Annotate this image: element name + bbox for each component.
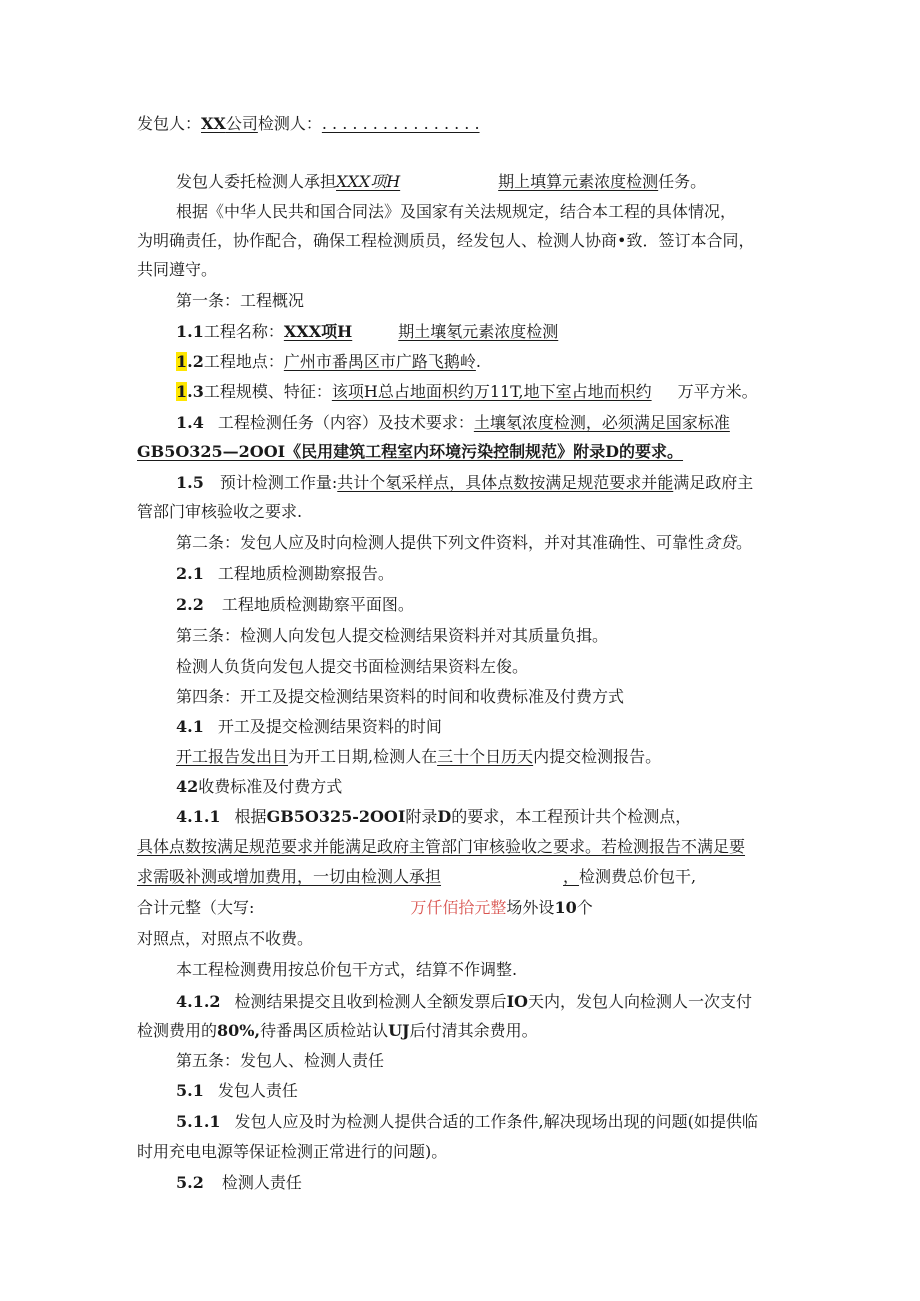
item-5-1-1-line2: 时用充电电源等保证检测正常进行的问题)。: [137, 1142, 448, 1161]
project-value: 期土壤氡元素浓度检测: [398, 322, 559, 341]
item-1-5: [176, 472, 753, 494]
item-1-2: [176, 351, 481, 373]
item-1-3: [176, 381, 758, 403]
payment-text: 检测结果提交且收到检测人全额发票后: [234, 992, 507, 1011]
control-points-unit: 个: [576, 898, 593, 917]
intro-task-line: [176, 171, 706, 193]
item-number: 42: [176, 777, 199, 796]
item-number-highlight: 1: [176, 352, 188, 371]
article-2-title: [176, 532, 752, 554]
schedule-text: 为开工日期,检测人在: [288, 747, 438, 766]
fee-comma: ，: [563, 867, 580, 886]
payment-code: UJ: [388, 1021, 410, 1040]
start-date-term: 开工报告发出日: [176, 747, 289, 766]
control-points-count: 10: [554, 898, 577, 917]
workload-value: 共计个氡采样点，具体点数按满足规范要求并能: [337, 473, 674, 492]
deadline-term: 三十个日历天: [437, 747, 534, 766]
item-number: 5.1.1: [176, 1112, 221, 1131]
item-1-1: [176, 321, 558, 343]
schedule-end: 内提交检测报告。: [533, 747, 662, 766]
article-2-text: 第二条：发包人应及时向检测人提供下列文件资料，并对其准确性、可靠性: [176, 533, 705, 552]
intro-basis-line2: 为明确责任，协作配合，确保工程检测质员，经发包人、检测人协商•致．签订本合同，: [137, 231, 755, 250]
article-4-title: 第四条：开工及提交检测结果资料的时间和收费标准及付费方式: [176, 687, 625, 706]
schedule-line: [176, 746, 661, 768]
item-text: 发包人应及时为检测人提供合适的工作条件,解决现场出现的问题(如提供临: [234, 1112, 758, 1131]
item-number: 1.1: [176, 322, 204, 341]
total-label: 合计元整（大写:: [137, 898, 255, 917]
item-2-2: [176, 594, 414, 616]
client-label: 发包人：: [137, 114, 202, 133]
item-4-1-2: [176, 991, 752, 1013]
item-end: 万平方米。: [677, 382, 758, 401]
standard-code: GB5O325-2OOI: [266, 807, 406, 826]
item-number: 4.1.2: [176, 992, 221, 1011]
fee-text: 根据: [234, 807, 267, 826]
item-number: 5.2: [176, 1173, 204, 1192]
item-text: 收费标准及付费方式: [198, 777, 343, 796]
item-4-1: [176, 716, 442, 738]
item-label: 预计检测工作量:: [219, 473, 338, 492]
item-4-1-1-line2: 具体点数按满足规范要求并能满足政府主管部门审核验收之要求。若检测报告不满足要: [137, 837, 746, 856]
item-4-1-1-line6: 本工程检测费用按总价包干方式，结算不作调整.: [176, 960, 518, 979]
intro-task-text: 发包人委托检测人承担: [176, 172, 337, 191]
article-1-title: 第一条：工程概况: [176, 291, 305, 310]
item-text: 工程地质检测勘察报告。: [217, 564, 394, 583]
item-text: 开工及提交检测结果资料的时间: [217, 717, 442, 736]
project-name: XXX项H: [283, 322, 353, 341]
item-end: .: [475, 352, 481, 371]
item-4-1-1-line4: [137, 897, 593, 919]
control-points-text: 场外设: [506, 898, 555, 917]
project-name: XXX项H: [336, 172, 401, 191]
task-name: 期上填算元素浓度检测: [498, 172, 659, 191]
article-3-text: 检测人负货向发包人提交书面检测结果资料左俊。: [176, 657, 529, 676]
item-1-5-line2: 管部门审核验收之要求.: [137, 502, 303, 521]
fee-condition: 求需吸补测或增加费用，一切由检测人承担: [137, 867, 442, 886]
item-number: .3: [187, 382, 204, 401]
intro-basis-line3: 共同遵守。: [137, 260, 218, 279]
item-5-1-1: [176, 1111, 758, 1133]
project-scale: 该项H总占地面枳约万11T,地下室占地而枳约: [331, 382, 652, 401]
item-label: 工程名称：: [203, 322, 284, 341]
item-text: 检测人责任: [221, 1173, 302, 1192]
client-suffix: 公司: [225, 114, 258, 133]
item-4-1-1: [176, 806, 691, 828]
fee-text: 的要求，本工程预计共个检测点，: [451, 807, 692, 826]
site-location: 广州市番禺区市广路飞鹅岭: [283, 352, 476, 371]
item-text: 发包人责任: [217, 1081, 298, 1100]
total-amount-words: 万仟佰拾元整: [410, 898, 507, 917]
payment-days: IO: [506, 992, 528, 1011]
item-4-1-1-line3: [137, 866, 696, 888]
item-number: 2.2: [176, 595, 204, 614]
payment-text: 天内，发包人向检测人一次支付: [527, 992, 752, 1011]
item-number-highlight: 1: [176, 382, 188, 401]
article-2-handwritten: 贪贷: [704, 533, 737, 552]
item-label: 工程规模、特征：: [203, 382, 332, 401]
item-label: 工程检测任务（内容）及技术要求：: [217, 413, 474, 432]
item-2-1: [176, 563, 394, 585]
item-text: 工程地质检测勘察平面图。: [221, 595, 414, 614]
fee-text: 附录: [405, 807, 438, 826]
workload-continued: 满足政府主: [673, 473, 754, 492]
item-number: 4.1.1: [176, 807, 221, 826]
technical-requirement: 土壤氡浓度检测，必须满足国家标准: [473, 413, 730, 432]
appendix-letter: D: [437, 807, 452, 826]
payment-text: 检测费用的: [137, 1021, 218, 1040]
inspector-blank: . . . . . . . . . . . . . . . .: [321, 114, 480, 133]
item-number: 5.1: [176, 1081, 204, 1100]
payment-percent: 80%,: [217, 1021, 261, 1040]
item-4-1-1-line5: 对照点，对照点不收费。: [137, 929, 314, 948]
item-5-2: [176, 1172, 302, 1194]
item-number: .2: [187, 352, 204, 371]
article-3-title: 第三条：检测人向发包人提交检测结果资料并对其质量负揖。: [176, 626, 609, 645]
payment-text: 后付清其余费用。: [409, 1021, 538, 1040]
article-5-title: 第五条：发包人、检测人责任: [176, 1051, 385, 1070]
client-name: XX: [201, 114, 226, 133]
payment-text: 待番禺区质检站认: [260, 1021, 389, 1040]
item-1-4: [176, 412, 730, 434]
item-number: 2.1: [176, 564, 204, 583]
item-number: 1.5: [176, 473, 204, 492]
item-4-1-2-line2: [137, 1020, 538, 1042]
item-1-4-standard: GB5O325—2OOI《民用建筑工程室内环境污染控制规范》附录D的要求。: [137, 442, 684, 461]
parties-line: [137, 113, 480, 135]
intro-task-end: 任务。: [658, 172, 707, 191]
inspector-label: 检测人：: [257, 114, 322, 133]
item-number: 1.4: [176, 413, 204, 432]
item-number: 4.1: [176, 717, 204, 736]
fee-lump-sum: 检测费总价包干,: [579, 867, 697, 886]
item-label: 工程地点：: [203, 352, 284, 371]
item-5-1: [176, 1080, 298, 1102]
article-2-end: 。: [736, 533, 753, 552]
item-4-2: [176, 776, 342, 798]
intro-basis-line1: 根据《中华人民共和国合同法》及国家有关法规规定，结合本工程的具体情况，: [176, 202, 737, 221]
